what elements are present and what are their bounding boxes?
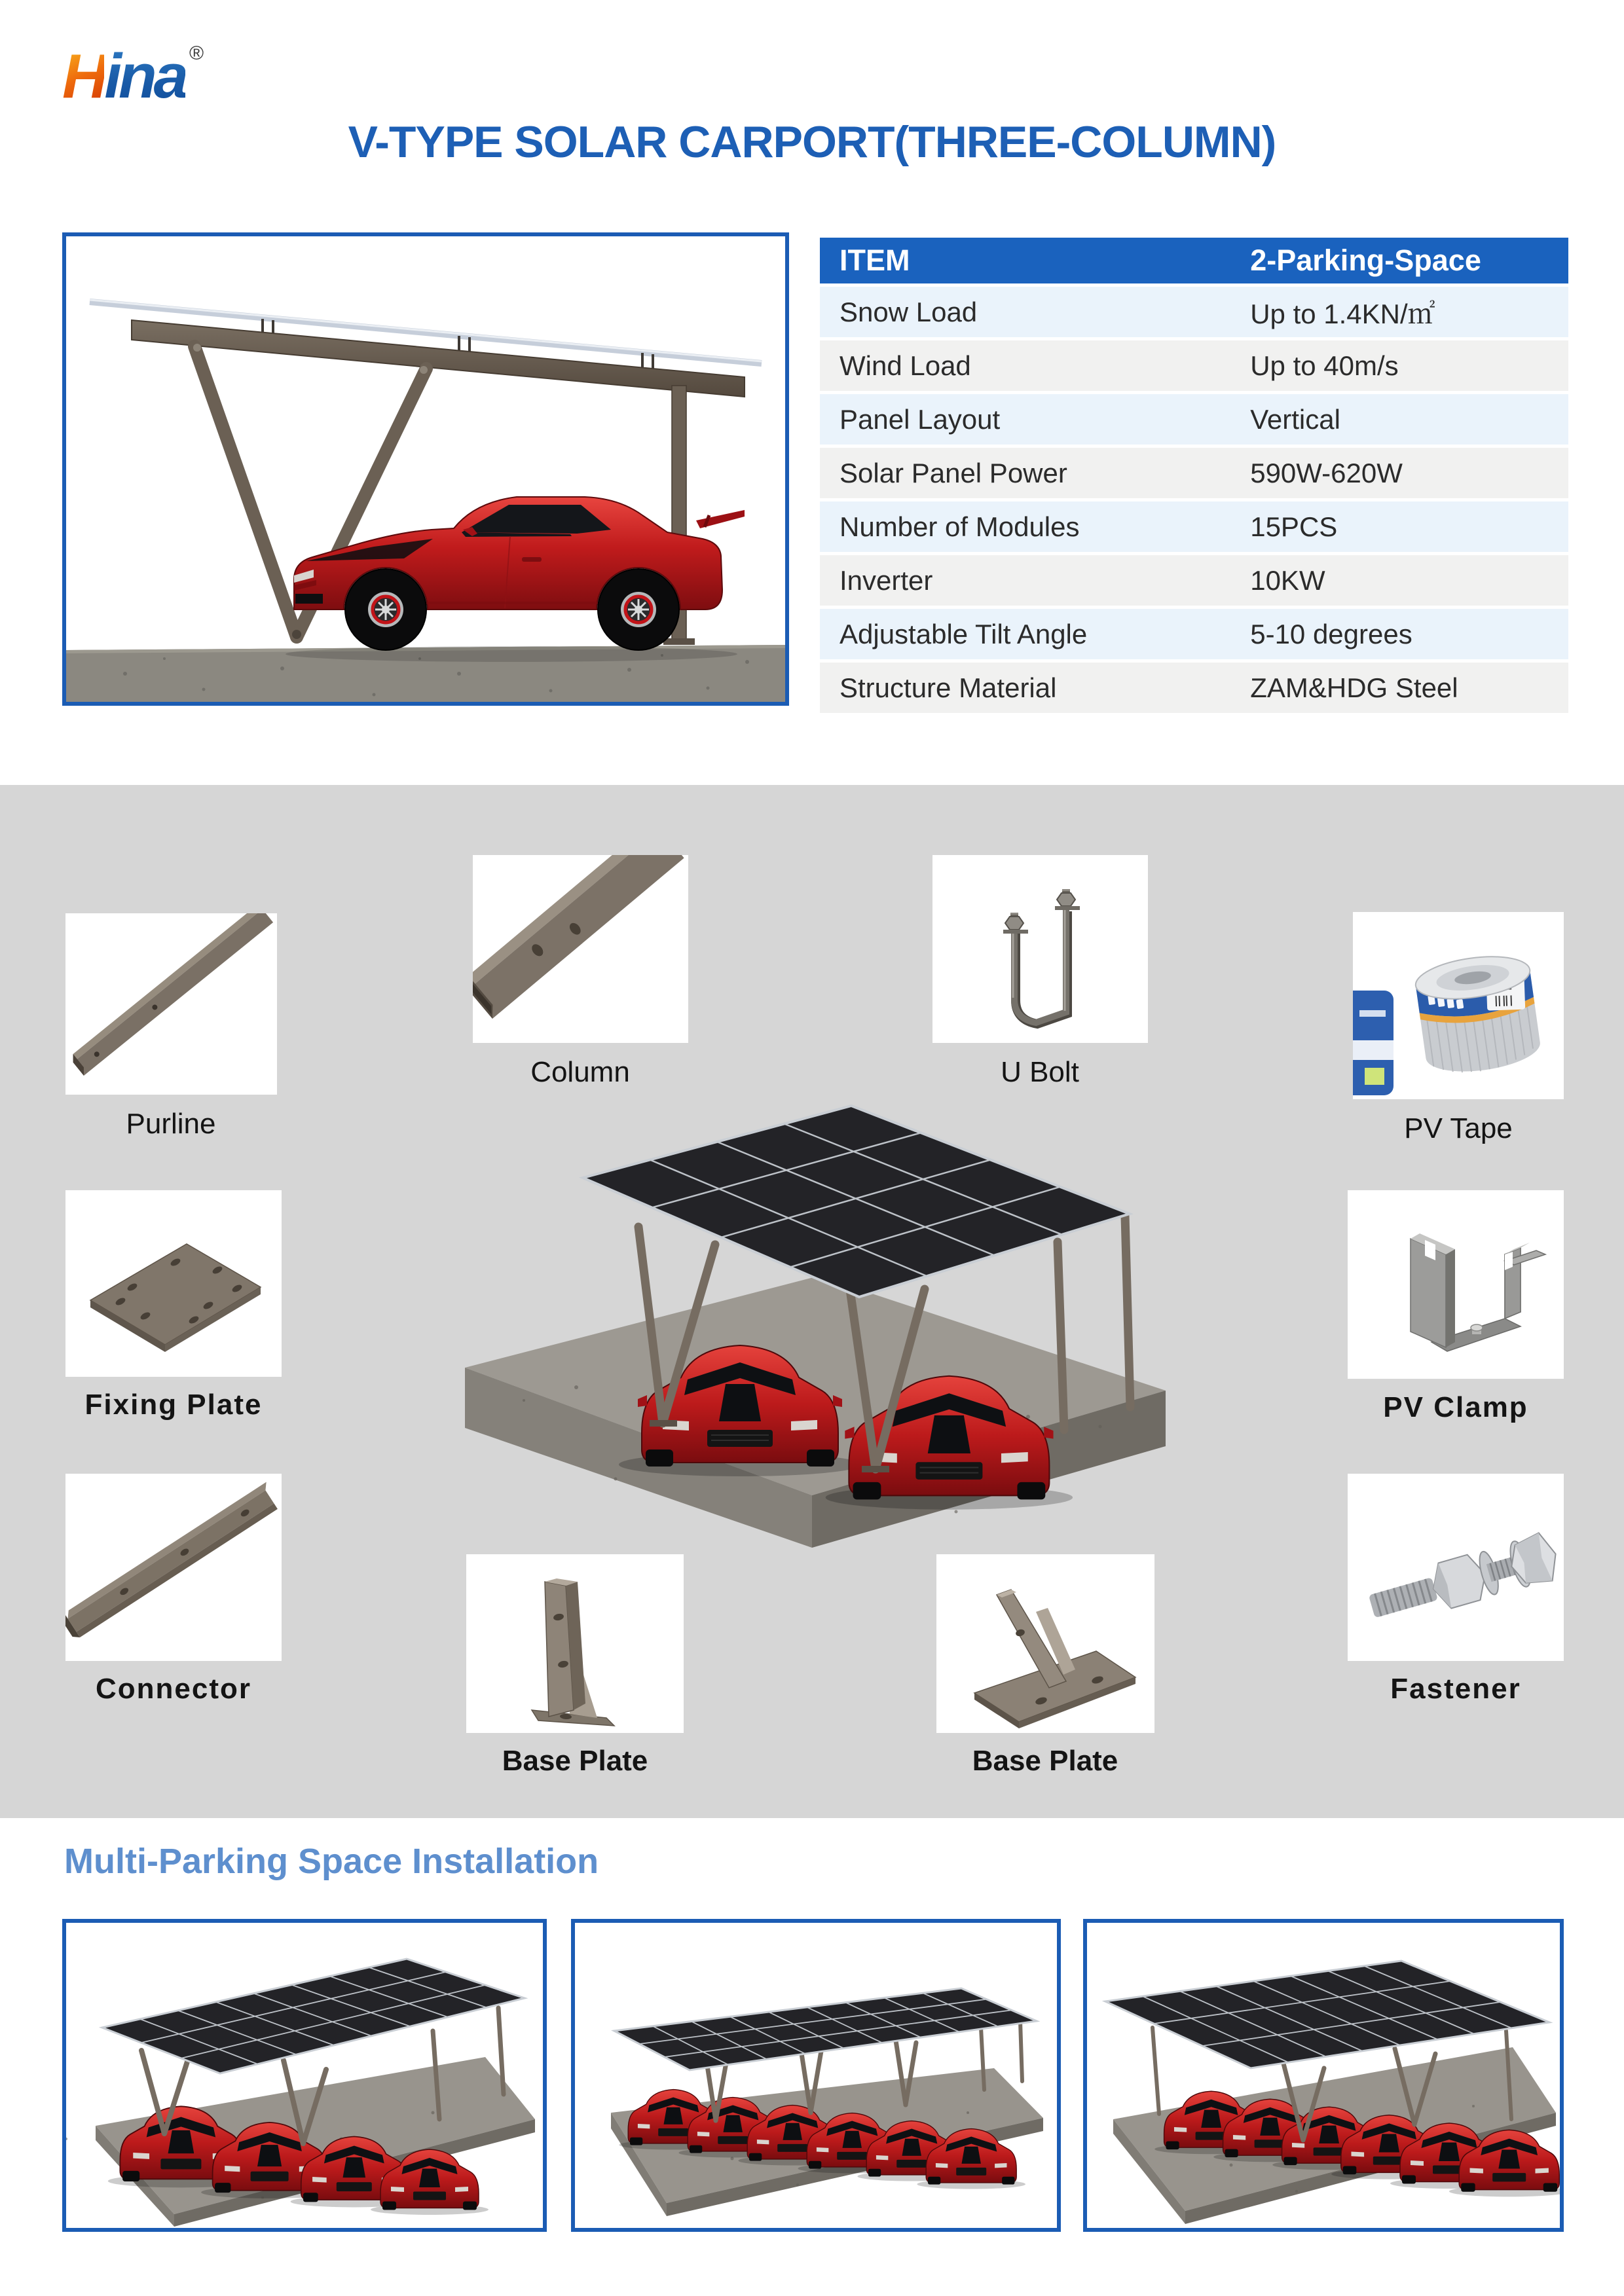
component-card-fastener — [1348, 1474, 1564, 1661]
carport-isometric-render — [419, 1060, 1205, 1558]
table-row — [820, 501, 1568, 552]
spec-value: 15PCS — [1250, 511, 1338, 542]
spec-value: Vertical — [1250, 403, 1340, 435]
spec-label: Number of Modules — [840, 511, 1080, 542]
spec-label: Snow Load — [840, 296, 978, 327]
spec-value: 10KW — [1250, 564, 1325, 596]
table-row — [820, 555, 1568, 606]
spec-value: Up to 1.4KN/㎡ — [1250, 298, 1435, 329]
component-label-pv-tape: PV Tape — [1404, 1112, 1513, 1144]
component-label-base-plate-left: Base Plate — [502, 1745, 648, 1777]
component-label-column: Column — [530, 1056, 630, 1088]
component-label-u-bolt: U Bolt — [1001, 1056, 1079, 1088]
brand-logo-first-letter: H — [62, 41, 105, 111]
brand-logo-rest: ina — [104, 41, 186, 111]
spec-header-item: ITEM — [840, 244, 910, 277]
component-card-column — [473, 855, 688, 1043]
fixing-plate-image — [65, 1190, 282, 1377]
multi-carport-render-left-image — [66, 1923, 543, 2228]
component-card-u-bolt — [932, 855, 1148, 1043]
installation-image-2 — [571, 1919, 1061, 2232]
table-row — [820, 609, 1568, 659]
installation-image-1 — [62, 1919, 547, 2232]
component-label-purline: Purline — [126, 1108, 216, 1140]
table-row — [820, 340, 1568, 391]
column-image — [473, 855, 688, 1043]
component-card-pv-tape — [1353, 912, 1564, 1099]
purline-image — [65, 913, 277, 1095]
spec-label: Panel Layout — [840, 403, 1001, 435]
spec-value: Up to 40m/s — [1250, 350, 1399, 381]
brand-logo — [62, 41, 204, 113]
fastener-image — [1348, 1474, 1564, 1661]
hero-image — [62, 232, 789, 706]
table-row — [820, 663, 1568, 713]
component-card-base-plate-right — [936, 1554, 1154, 1733]
component-card-pv-clamp — [1348, 1190, 1564, 1379]
spec-table-header-row — [820, 238, 1568, 283]
spec-table — [820, 238, 1568, 716]
multi-carport-render-right-image — [1087, 1923, 1560, 2228]
pv-tape-image — [1353, 912, 1564, 1099]
component-label-fixing-plate: Fixing Plate — [84, 1389, 263, 1421]
spec-header-value: 2-Parking-Space — [1250, 244, 1481, 277]
spec-label: Wind Load — [840, 350, 971, 381]
component-label-connector: Connector — [96, 1673, 251, 1705]
page-title: V-TYPE SOLAR CARPORT(THREE-COLUMN) — [348, 117, 1276, 167]
pv-clamp-image — [1348, 1190, 1564, 1379]
spec-value: 590W-620W — [1250, 457, 1403, 488]
single-carport-render-image — [66, 236, 785, 702]
two-car-carport-image — [419, 1060, 1205, 1558]
spec-value: 5-10 degrees — [1250, 618, 1412, 649]
base-plate-tall-image — [466, 1554, 684, 1733]
spec-value: ZAM&HDG Steel — [1250, 672, 1458, 703]
connector-image — [65, 1474, 282, 1661]
component-card-fixing-plate — [65, 1190, 282, 1377]
component-label-base-plate-right: Base Plate — [972, 1745, 1118, 1777]
component-card-purline — [65, 913, 277, 1095]
multi-parking-heading: Multi-Parking Space Installation — [64, 1842, 599, 1881]
installation-image-3 — [1083, 1919, 1564, 2232]
base-plate-wide-image — [936, 1554, 1154, 1733]
spec-label: Inverter — [840, 564, 933, 596]
component-card-connector — [65, 1474, 282, 1661]
spec-label: Structure Material — [840, 672, 1057, 703]
component-label-pv-clamp: PV Clamp — [1383, 1391, 1528, 1423]
component-card-base-plate-left — [466, 1554, 684, 1733]
spec-label: Solar Panel Power — [840, 457, 1067, 488]
table-row — [820, 287, 1568, 337]
registered-trademark-icon: ® — [189, 43, 204, 64]
table-row — [820, 394, 1568, 445]
components-section — [0, 785, 1624, 1818]
spec-label: Adjustable Tilt Angle — [840, 618, 1088, 649]
u-bolt-image — [932, 855, 1148, 1043]
component-label-fastener: Fastener — [1390, 1673, 1521, 1705]
multi-carport-render-center-image — [575, 1923, 1057, 2228]
table-row — [820, 448, 1568, 498]
